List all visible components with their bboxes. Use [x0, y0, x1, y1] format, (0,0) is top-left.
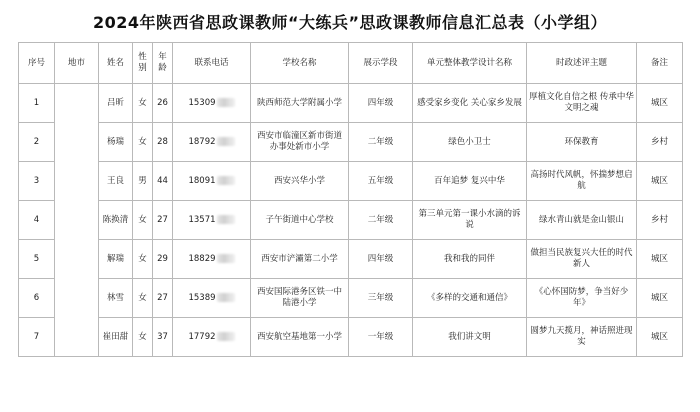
header-no: 序号 [19, 43, 55, 84]
redaction-blur [217, 137, 235, 146]
cell-name: 林雪 [99, 279, 133, 318]
phone-number: 15309 [188, 97, 216, 108]
cell-design: 我和我的同伴 [413, 240, 527, 279]
table-row [19, 279, 683, 318]
cell-no: 2 [19, 123, 55, 162]
cell-remark: 乡村 [637, 123, 683, 162]
cell-design: 百年追梦 复兴中华 [413, 162, 527, 201]
header-remark: 备注 [637, 43, 683, 84]
table-body [19, 84, 683, 357]
header-age: 年龄 [153, 43, 173, 84]
cell-age: 29 [153, 240, 173, 279]
table-header-row [19, 43, 683, 84]
cell-no: 3 [19, 162, 55, 201]
table-row [19, 162, 683, 201]
cell-remark: 城区 [637, 84, 683, 123]
cell-gender: 女 [133, 123, 153, 162]
cell-grade: 一年级 [349, 318, 413, 357]
cell-school: 西安国际港务区铁一中陆港小学 [251, 279, 349, 318]
cell-phone [173, 162, 251, 201]
table-row [19, 123, 683, 162]
cell-no: 4 [19, 201, 55, 240]
cell-remark: 乡村 [637, 201, 683, 240]
cell-name: 陈换清 [99, 201, 133, 240]
cell-gender: 女 [133, 84, 153, 123]
cell-remark: 城区 [637, 240, 683, 279]
cell-design: 感受家乡变化 关心家乡发展 [413, 84, 527, 123]
cell-phone [173, 318, 251, 357]
redaction-blur [217, 215, 235, 224]
cell-design: 第三单元第一课小水滴的诉说 [413, 201, 527, 240]
table-row [19, 201, 683, 240]
cell-age: 44 [153, 162, 173, 201]
cell-no: 1 [19, 84, 55, 123]
cell-topic: 绿水青山就是金山银山 [527, 201, 637, 240]
cell-name: 王良 [99, 162, 133, 201]
cell-name: 吕昕 [99, 84, 133, 123]
cell-gender: 女 [133, 318, 153, 357]
cell-topic: 圆梦九天揽月，神话照进现实 [527, 318, 637, 357]
cell-grade: 二年级 [349, 123, 413, 162]
cell-no: 7 [19, 318, 55, 357]
header-city: 地市 [55, 43, 99, 84]
phone-number: 15389 [188, 292, 216, 303]
phone-number: 18829 [188, 253, 216, 264]
cell-school: 西安市临潼区新市街道办事处新市小学 [251, 123, 349, 162]
cell-school: 西安市浐灞第二小学 [251, 240, 349, 279]
cell-phone [173, 240, 251, 279]
table-row [19, 84, 683, 123]
cell-age: 28 [153, 123, 173, 162]
cell-design: 绿色小卫士 [413, 123, 527, 162]
cell-design: 《多样的交通和通信》 [413, 279, 527, 318]
redaction-blur [217, 293, 235, 302]
cell-grade: 四年级 [349, 84, 413, 123]
redaction-blur [217, 332, 235, 341]
cell-topic: 做担当民族复兴大任的时代新人 [527, 240, 637, 279]
cell-school: 西安兴华小学 [251, 162, 349, 201]
cell-topic: 《心怀国防梦，争当好少年》 [527, 279, 637, 318]
cell-city [55, 84, 99, 357]
cell-school: 西安航空基地第一小学 [251, 318, 349, 357]
redaction-blur [217, 176, 235, 185]
cell-grade: 五年级 [349, 162, 413, 201]
cell-phone [173, 201, 251, 240]
cell-gender: 女 [133, 201, 153, 240]
header-topic: 时政述评主题 [527, 43, 637, 84]
cell-gender: 女 [133, 279, 153, 318]
cell-design: 我们讲文明 [413, 318, 527, 357]
cell-phone [173, 123, 251, 162]
cell-remark: 城区 [637, 162, 683, 201]
cell-grade: 二年级 [349, 201, 413, 240]
phone-number: 18792 [188, 136, 216, 147]
cell-school: 子午街道中心学校 [251, 201, 349, 240]
phone-number: 17792 [188, 331, 216, 342]
cell-topic: 高扬时代风帆，怀揣梦想启航 [527, 162, 637, 201]
cell-no: 6 [19, 279, 55, 318]
cell-phone [173, 279, 251, 318]
cell-name: 杨瑞 [99, 123, 133, 162]
table-row [19, 240, 683, 279]
header-grade: 展示学段 [349, 43, 413, 84]
cell-remark: 城区 [637, 279, 683, 318]
document-title: 2024年陕西省思政课教师“大练兵”思政课教师信息汇总表（小学组） [92, 13, 608, 32]
cell-age: 26 [153, 84, 173, 123]
header-gender: 性别 [133, 43, 153, 84]
phone-number: 13571 [188, 214, 216, 225]
cell-name: 崔田甜 [99, 318, 133, 357]
cell-grade: 三年级 [349, 279, 413, 318]
cell-age: 27 [153, 279, 173, 318]
cell-grade: 四年级 [349, 240, 413, 279]
redaction-blur [217, 98, 235, 107]
cell-gender: 女 [133, 240, 153, 279]
cell-age: 27 [153, 201, 173, 240]
header-name: 姓名 [99, 43, 133, 84]
header-phone: 联系电话 [173, 43, 251, 84]
header-design: 单元整体教学设计名称 [413, 43, 527, 84]
cell-gender: 男 [133, 162, 153, 201]
redaction-blur [217, 254, 235, 263]
cell-topic: 环保教育 [527, 123, 637, 162]
header-school: 学校名称 [251, 43, 349, 84]
cell-school: 陕西师范大学附属小学 [251, 84, 349, 123]
teacher-info-table [18, 42, 683, 357]
cell-topic: 厚植文化自信之根 传承中华文明之魂 [527, 84, 637, 123]
cell-remark: 城区 [637, 318, 683, 357]
phone-number: 18091 [188, 175, 216, 186]
cell-no: 5 [19, 240, 55, 279]
cell-phone [173, 84, 251, 123]
table-row [19, 318, 683, 357]
cell-age: 37 [153, 318, 173, 357]
cell-name: 解瑞 [99, 240, 133, 279]
